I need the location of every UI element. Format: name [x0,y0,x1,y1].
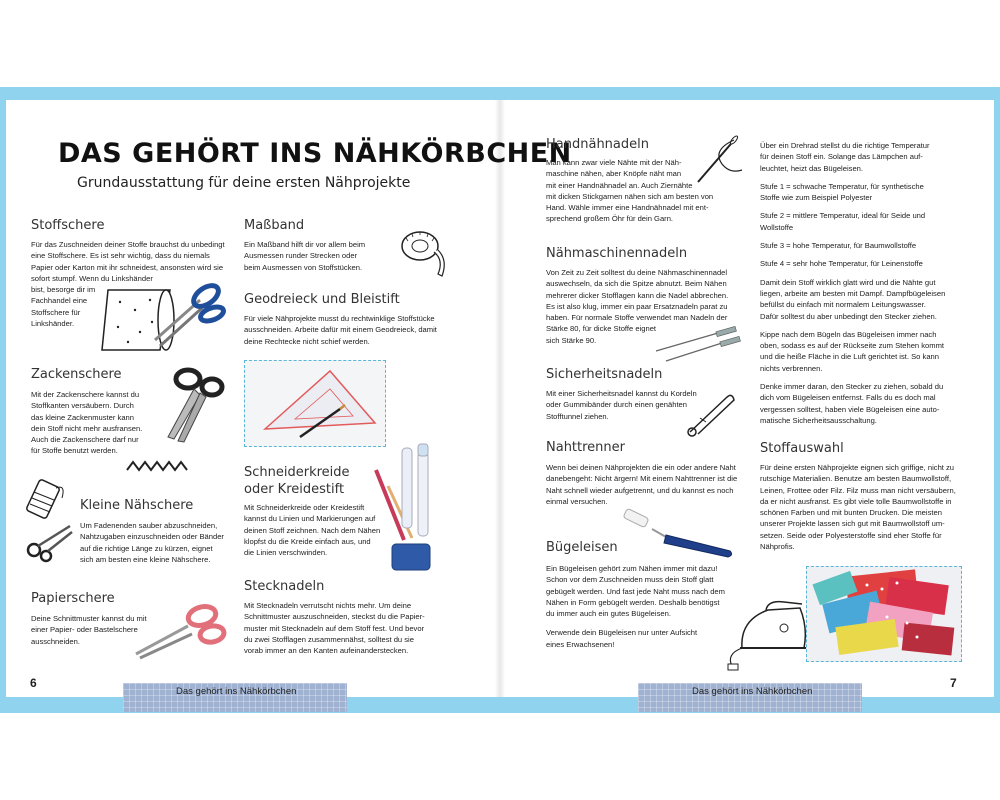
pinking-shears-icon [160,365,230,445]
text-line: gebügelt werden. Und fast jede Naht muss nach dem [546,586,725,596]
footer-label-left: Das gehört ins Nähkörbchen [176,686,297,697]
text-line: du zwei Stofflagen zusammennähst, solltest du sie [244,634,414,644]
text-line: sich Stärke 90. [546,335,597,345]
text-line: deinen Stoff zeichnen. Nach dem Nähen [244,525,381,535]
text-line: Für deine ersten Nähprojekte eignen sich griffige, nicht zu [760,463,955,472]
text-line: leuchtet, heizt das Bügeleisen. [760,163,864,173]
text-line: vergessen solltest, haben viele Bügeleisen eine auto- [760,404,940,414]
iron-icon [722,600,812,672]
text-line: rutschige Materialien. Benutze am besten Baumwollstoff, [760,474,952,484]
heading-kleine-naehschere: Kleine Nähschere [80,498,194,513]
text-line: Kippe nach dem Bügeln das Bügeleisen immer nach [760,329,937,339]
heading-zackenschere: Zackenschere [31,367,122,382]
text-line: Stufe 1 = schwache Temperatur, für synthetische [760,181,924,191]
text-line: Mit Schneiderkreide oder Kreidestift [244,503,365,512]
heading-buegeleisen: Bügeleisen [546,540,618,555]
text-line: einmal versuchen. [546,496,608,506]
text-line: dich vom Bügeleisen entfernst. Falls du es doch mal [760,393,936,403]
text-line: Nahtzugaben einzuschneiden oder Bänder [80,532,224,542]
text-line: auswechseln, da sich die Spitze abnutzt. Beim Nähen [546,279,727,289]
text-line: Denke immer daran, den Stecker zu ziehen, sobald du [760,382,944,392]
text-line: haben. Für normale Stoffe verwendet man Nadeln der [546,313,728,323]
text-line: Stärke 80, für dicke Stoffe eignet [546,324,657,334]
text-line: schönen Farben und mit bunten Drucken. Die meisten [760,508,942,518]
heading-stoffschere: Stoffschere [31,218,105,233]
page-number-left: 6 [30,676,37,690]
seam-ripper-icon [622,505,738,561]
heading-papierschere: Papierschere [31,591,115,606]
needle-thread-icon [692,130,746,188]
text-line: Mit Stecknadeln verrutscht nichts mehr. Um deine [244,601,412,610]
text-line: Naht schnell wieder aufgetrennt, und du kannst es noch [546,485,734,495]
text-line: ausschneiden. Arbeite dafür mit einem Geodreieck, damit [244,325,437,335]
machine-needles-icon [652,325,742,365]
text-line: mit einer Handnähnadel an. Auch Ziernähte [546,180,693,190]
text-line: vorab immer an den Kanten aufeinanderstecken. [244,646,409,656]
set-square-drawing [245,361,385,446]
set-square-photo [244,360,386,447]
page-number-right: 7 [950,676,957,690]
heading-schneiderkreide-1: Schneiderkreide [244,465,350,480]
text-line: muster mit Stecknadeln auf dem Stoff fest. Und bevor [244,623,425,633]
text-line: setzen. Seide oder Polyesterstoffe sind eher Stoffe für [760,530,942,540]
text-line: eines Erwachsenen! [546,639,615,649]
text-kleine-naehschere [80,520,240,565]
text-line: Leinen, Frottee oder Filz. Filz muss man nicht versäubern, [760,485,956,495]
text-nahttrenner [546,462,746,507]
text-line: mehrerer dicker Stofflagen kann die Nadel abbrechen. [546,290,729,300]
text-line: Stoffkanten versäubern. Durch [31,401,134,411]
text-line: Damit dein Stoff wirklich glatt wird und die Nähte gut [760,277,936,287]
text-line: Von Zeit zu Zeit solltest du deine Nähmaschinennadel [546,268,728,277]
text-line: Schnittmuster auszuschneiden, steckst du die Papier- [244,612,425,622]
text-line: Wenn bei deinen Nähprojekten die ein oder andere Naht [546,463,736,472]
text-buegeleisen [546,563,726,650]
text-line: Für das Zuschneiden deiner Stoffe brauchst du unbedingt [31,240,225,249]
text-line: Ein Bügeleisen gehört zum Nähen immer mit dazu! [546,564,718,573]
zigzag-line-icon [125,458,190,476]
text-line: Verwende dein Bügeleisen nur unter Aufsicht [546,628,698,638]
text-line: für Stoffe benutzt werden. [31,446,118,456]
text-line: beim Ausmessen von Stoffstücken. [244,262,363,272]
text-line: sprechend großem Öhr für dein Garn. [546,214,674,224]
chalk-photo [368,438,443,578]
book-gutter [495,100,505,697]
text-line: maschine nähen, aber Knöpfe näht man [546,169,682,179]
text-line: Es ist also klug, immer ein paar Ersatznadeln parat zu [546,301,728,311]
text-line: oben, sodass es auf der Rückseite zum Stehen kommt [760,341,945,351]
heading-massband: Maßband [244,218,305,233]
text-line: liegen, arbeite am besten mit Dampf. Dampfbügeleisen [760,288,946,298]
text-line: kannst du Linien und Markierungen auf [244,514,376,524]
text-line: matische Sicherheitsausschaltung. [760,415,877,425]
text-line: Nähprofis. [760,542,795,552]
text-line: Deine Schnittmuster kannst du mit [31,614,147,623]
text-line: Mit der Zackenschere kannst du [31,390,140,399]
text-line: Wollstoffe [760,222,794,232]
text-stecknadeln [244,600,454,656]
text-line: Stoffe wie zum Beispiel Polyester [760,193,873,203]
text-line: mit dicken Stickgarnen nähen sich am besten von [546,191,714,201]
text-line: befüllst du einfach mit normalem Leitungswasser. [760,300,926,310]
text-massband [244,239,394,273]
text-line: nichts verbrennen. [760,363,823,373]
text-line: unserer Projekte lassen sich gut mit Baumwollstoff um- [760,519,945,529]
fabric-stack-photo [806,566,962,662]
text-line: Stofftunnel ziehen. [546,411,609,421]
heading-schneiderkreide-2: oder Kreidestift [244,482,345,497]
text-line: Stufe 4 = sehr hohe Temperatur, für Leinenstoffe [760,259,923,269]
text-line: deine Rechtecke nicht schief werden. [244,336,370,346]
text-line: die Linien verschwinden. [244,548,328,558]
text-line: sich am besten eine kleine Nähschere. [80,554,211,564]
text-zackenschere [31,389,181,457]
heading-geodreieck: Geodreieck und Bleistift [244,292,400,307]
footer-label-right: Das gehört ins Nähkörbchen [692,686,813,697]
text-line: Nähen in Form gebügelt werden. Deshalb benötigst [546,597,720,607]
heading-stecknadeln: Stecknadeln [244,579,325,594]
heading-stoffauswahl: Stoffauswahl [760,441,844,456]
text-line: für deinen Stoff ein. Solange das Lämpchen auf- [760,152,923,162]
paper-scissors-icon [132,598,232,660]
heading-handnaehnadeln: Handnähnadeln [546,137,649,152]
thread-spool-icon [26,478,64,522]
text-line: Mit einer Sicherheitsnadel kannst du Kordeln [546,389,697,398]
text-line: Schon vor dem Zuschneiden muss dein Stoff glatt [546,575,714,585]
text-line: Papier oder Karton mit ihr schneidest, ansonsten wird sie [31,262,224,272]
text-line: sofort stumpf. Wenn du Linkshänder [31,273,153,283]
text-line: ausschneiden. [31,636,80,646]
text-line: Stufe 3 = hohe Temperatur, für Baumwollstoffe [760,241,917,251]
text-line: bist, besorge dir im [31,285,96,295]
text-stoffauswahl [760,462,960,552]
text-line: Stoffschere für [31,307,81,317]
text-line: dein Stoff nicht mehr ausfransen. [31,423,143,433]
text-line: Fachhandel eine [31,296,88,306]
text-line: Stufe 2 = mittlere Temperatur, ideal für Seide und [760,211,926,221]
tape-measure-icon [396,222,450,278]
fabric-stack-drawing [807,567,961,661]
heading-nahttrenner: Nahttrenner [546,440,626,455]
page-subtitle: Grundausstattung für deine ersten Nähprojekte [77,175,411,191]
text-line: Für viele Nähprojekte musst du rechtwinklige Stoffstücke [244,314,435,323]
text-line: Um Fadenenden sauber abzuschneiden, [80,521,218,530]
heading-sicherheitsnadeln: Sicherheitsnadeln [546,367,663,382]
text-line: und die heiße Fläche in die Luft gerichtet ist. So kann [760,352,939,362]
text-line: Ausmessen runder Strecken oder [244,251,358,261]
text-line: Hand. Wähle immer eine Handnähnadel mit ent- [546,203,709,213]
text-line: auf die richtige Länge zu kürzen, eignet [80,543,213,553]
text-line: Dafür solltest du aber unbedingt den Stecker ziehen. [760,311,937,321]
text-line: Ein Maßband hilft dir vor allem beim [244,240,366,249]
text-line: danebengeht: Nicht ärgern! Mit einem Nahttrenner ist die [546,474,738,484]
text-line: du immer auch ein gutes Bügeleisen. [546,609,671,619]
heading-naehmaschinennadeln: Nähmaschinennadeln [546,246,688,261]
text-line: Man kann zwar viele Nähte mit der Näh- [546,158,682,167]
text-line: da er nicht ausfranst. Es gibt viele tolle Baumwollstoffe in [760,496,952,506]
text-line: klopfst du die Kreide einfach aus, und [244,536,371,546]
text-line: Linkshänder. [31,319,75,329]
text-line: das kleine Zackenmuster kann [31,412,134,422]
text-line: Über ein Drehrad stellst du die richtige Temperatur [760,141,930,150]
text-geodreieck [244,313,454,347]
fabric-scissors-icon [150,278,225,348]
safety-pin-icon [684,388,738,440]
small-scissors-icon [24,520,76,562]
text-temperatur [760,140,960,426]
text-line: Auch die Zackenschere darf nur [31,435,139,445]
text-line: oder Gummibänder durch einen genähten [546,400,687,410]
page-title: DAS GEHÖRT INS NÄHKÖRBCHEN [58,138,572,169]
text-line: einer Papier- oder Bastelschere [31,625,138,635]
text-line: eine Stoffschere. Es ist sehr wichtig, dass du niemals [31,251,210,261]
